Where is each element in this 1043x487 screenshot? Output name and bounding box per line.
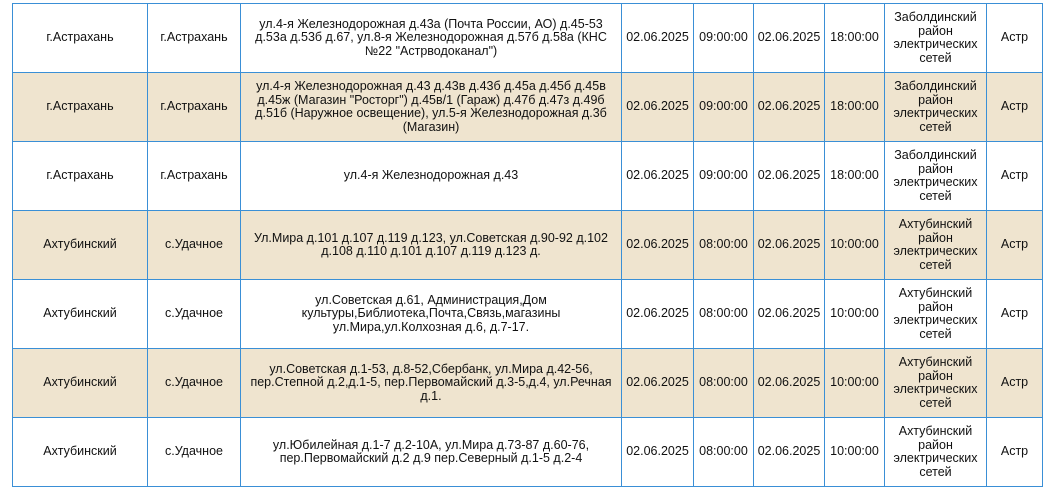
area-cell: Ахтубинский [13, 280, 148, 349]
table-row [13, 280, 1043, 349]
network-district-cell: Заболдинский район электрических сетей [885, 73, 987, 142]
start-time-cell: 09:00:00 [694, 142, 754, 211]
network-district-cell: Ахтубинский район электрических сетей [885, 211, 987, 280]
network-district-cell: Ахтубинский район электрических сетей [885, 418, 987, 487]
network-district-cell: Заболдинский район электрических сетей [885, 4, 987, 73]
settlement-cell: с.Удачное [148, 349, 241, 418]
area-cell: г.Астрахань [13, 4, 148, 73]
end-date-cell: 02.06.2025 [754, 418, 825, 487]
network-district-cell: Ахтубинский район электрических сетей [885, 349, 987, 418]
address-cell: ул.4-я Железнодорожная д.43а (Почта России, АО) д.45-53 д.53а д.53б д.67, ул.8-я Железнодорожная д.57б д.58а (КНС №22 "Астрводоканал") [241, 4, 622, 73]
start-date-cell: 02.06.2025 [622, 211, 694, 280]
start-date-cell: 02.06.2025 [622, 280, 694, 349]
start-time-cell: 09:00:00 [694, 73, 754, 142]
start-time-cell: 08:00:00 [694, 418, 754, 487]
address-cell: Ул.Мира д.101 д.107 д.119 д.123, ул.Советская д.90-92 д.102 д.108 д.110 д.101 д.107 д.119 д.123 д. [241, 211, 622, 280]
area-cell: Ахтубинский [13, 418, 148, 487]
end-time-cell: 18:00:00 [825, 4, 885, 73]
start-time-cell: 09:00:00 [694, 4, 754, 73]
start-date-cell: 02.06.2025 [622, 418, 694, 487]
next-column-cell: Астр [987, 73, 1043, 142]
area-cell: г.Астрахань [13, 142, 148, 211]
end-time-cell: 10:00:00 [825, 280, 885, 349]
network-district-cell: Ахтубинский район электрических сетей [885, 280, 987, 349]
end-time-cell: 10:00:00 [825, 418, 885, 487]
address-cell: ул.4-я Железнодорожная д.43 [241, 142, 622, 211]
settlement-cell: г.Астрахань [148, 73, 241, 142]
table-row [13, 142, 1043, 211]
next-column-cell: Астр [987, 142, 1043, 211]
start-time-cell: 08:00:00 [694, 280, 754, 349]
table-row [13, 211, 1043, 280]
start-time-cell: 08:00:00 [694, 211, 754, 280]
table-row [13, 349, 1043, 418]
table-viewport [12, 3, 1029, 487]
end-date-cell: 02.06.2025 [754, 73, 825, 142]
end-date-cell: 02.06.2025 [754, 211, 825, 280]
address-cell: ул.Советская д.61, Администрация,Дом культуры,Библиотека,Почта,Связь,магазины ул.Мира,ул.Колхозная д.6, д.7-17. [241, 280, 622, 349]
outage-table [12, 3, 1043, 487]
address-cell: ул.Советская д.1-53, д.8-52,Сбербанк, ул.Мира д.42-56, пер.Степной д.2,д.1-5, пер.Первомайский д.3-5,д.4, ул.Речная д.1. [241, 349, 622, 418]
end-time-cell: 10:00:00 [825, 349, 885, 418]
table-body [13, 4, 1043, 487]
start-date-cell: 02.06.2025 [622, 142, 694, 211]
settlement-cell: с.Удачное [148, 418, 241, 487]
next-column-cell: Астр [987, 349, 1043, 418]
area-cell: Ахтубинский [13, 211, 148, 280]
start-date-cell: 02.06.2025 [622, 349, 694, 418]
settlement-cell: с.Удачное [148, 211, 241, 280]
end-date-cell: 02.06.2025 [754, 4, 825, 73]
settlement-cell: с.Удачное [148, 280, 241, 349]
start-time-cell: 08:00:00 [694, 349, 754, 418]
address-cell: ул.4-я Железнодорожная д.43 д.43в д.43б д.45а д.45б д.45в д.45ж (Магазин "Росторг") д.45в/1 (Гараж) д.47б д.47з д.49б д.51б (Наружное освещение), ул.5-я Железнодорожная д.3б (Магазин) [241, 73, 622, 142]
network-district-cell: Заболдинский район электрических сетей [885, 142, 987, 211]
settlement-cell: г.Астрахань [148, 142, 241, 211]
next-column-cell: Астр [987, 280, 1043, 349]
end-date-cell: 02.06.2025 [754, 142, 825, 211]
end-date-cell: 02.06.2025 [754, 280, 825, 349]
end-time-cell: 18:00:00 [825, 73, 885, 142]
end-date-cell: 02.06.2025 [754, 349, 825, 418]
table-row [13, 418, 1043, 487]
next-column-cell: Астр [987, 4, 1043, 73]
settlement-cell: г.Астрахань [148, 4, 241, 73]
start-date-cell: 02.06.2025 [622, 73, 694, 142]
table-row [13, 73, 1043, 142]
next-column-cell: Астр [987, 211, 1043, 280]
next-column-cell: Астр [987, 418, 1043, 487]
start-date-cell: 02.06.2025 [622, 4, 694, 73]
area-cell: Ахтубинский [13, 349, 148, 418]
table-row [13, 4, 1043, 73]
area-cell: г.Астрахань [13, 73, 148, 142]
address-cell: ул.Юбилейная д.1-7 д.2-10А, ул.Мира д.73-87 д.60-76, пер.Первомайский д.2 д.9 пер.Северный д.1-5 д.2-4 [241, 418, 622, 487]
end-time-cell: 18:00:00 [825, 142, 885, 211]
end-time-cell: 10:00:00 [825, 211, 885, 280]
